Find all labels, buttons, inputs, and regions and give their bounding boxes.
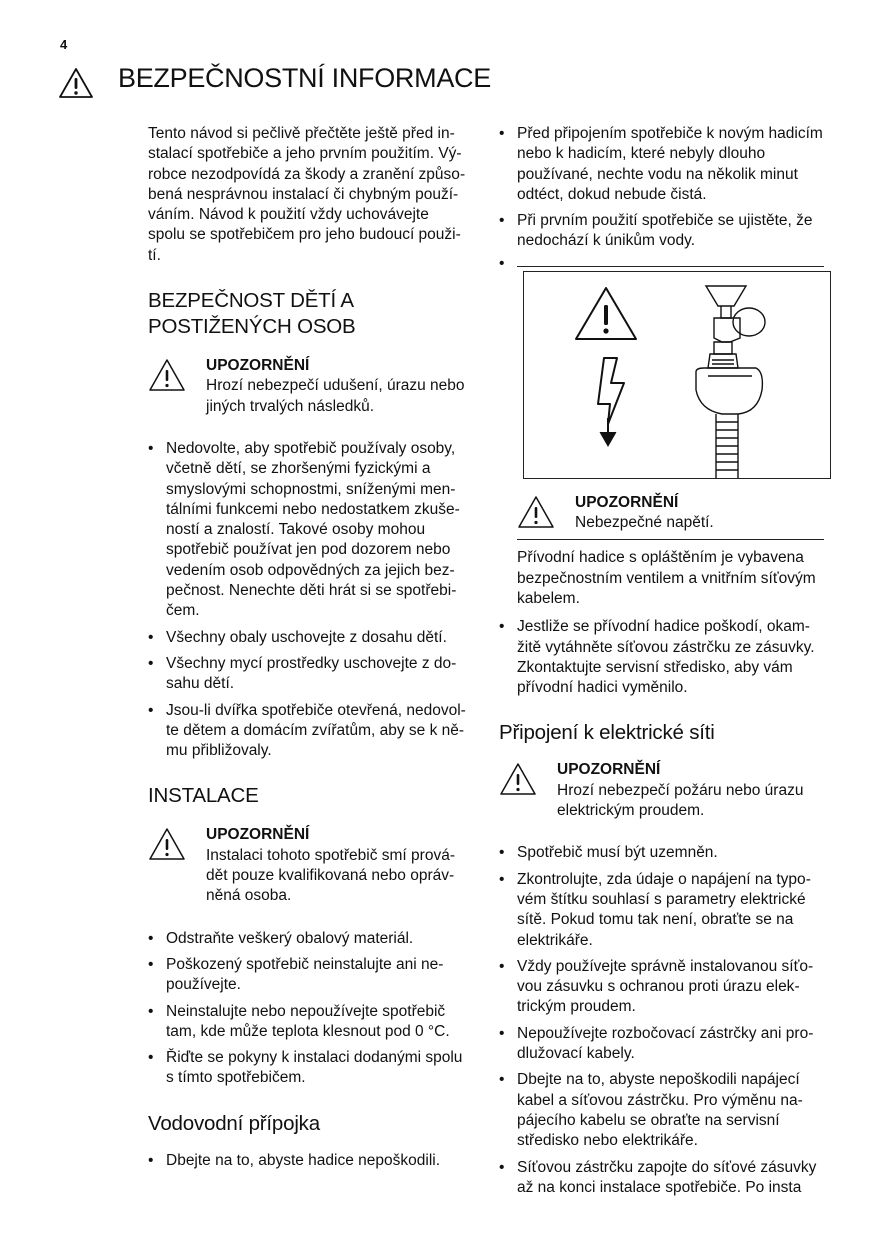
- section-heading-install: INSTALACE: [148, 784, 259, 808]
- section-heading-children: BEZPEČNOST DĚTÍ A POSTIŽENÝCH OSOB: [148, 289, 356, 339]
- list-item: • Odstraňte veškerý obalový materiál.: [148, 929, 468, 949]
- water-list-right: [499, 124, 824, 252]
- hose-paragraph: Přívodní hadice s opláštěním je vybavena bezpečnostním ventilem a vnitřním síťovým kabelem.: [517, 549, 816, 607]
- list-item: • Před připojením spotřebiče k novým hadicím nebo k hadicím, které nebyly dlouho používané, nechte vodu na několik minut odtéct, dokud nebude čistá.: [499, 124, 824, 205]
- warning-title: UPOZORNĚNÍ: [557, 761, 661, 779]
- warning-triangle-icon: [576, 288, 636, 339]
- list-item: • Jestliže se přívodní hadice poškodí, okamžitě vytáhněte síťovou zástrčku ze zásuvky. Zkontaktujte servisní středisko, aby vám přívodní hadici vyměnilo.: [499, 617, 824, 698]
- warning-block-electric: [499, 760, 824, 821]
- electric-shock-icon: [598, 358, 624, 446]
- list-item: • Dbejte na to, abyste hadice nepoškodili.: [148, 1151, 468, 1171]
- list-item: • Nepoužívejte rozbočovací zástrčky ani prodlužovací kabely.: [499, 1024, 824, 1065]
- warning-block-install: [148, 825, 468, 906]
- children-list: [148, 439, 468, 761]
- water-list-after: [499, 617, 824, 698]
- page-number: 4: [60, 37, 68, 52]
- list-item: • Všechny mycí prostředky uschovejte z dosahu dětí.: [148, 654, 468, 695]
- list-item: • Síťovou zástrčku zapojte do síťové zásuvky až na konci instalace spotřebiče. Po insta: [499, 1158, 824, 1199]
- list-item: • Neinstalujte nebo nepoužívejte spotřebič tam, kde může teplota klesnout pod 0 °C.: [148, 1002, 468, 1043]
- warning-triangle-icon: [517, 495, 555, 529]
- warning-block-voltage: [517, 493, 824, 541]
- list-item: • Poškozený spotřebič neinstalujte ani nepoužívejte.: [148, 955, 468, 996]
- warning-text: Nebezpečné napětí.: [575, 514, 714, 532]
- figure-illustration: [524, 272, 830, 478]
- list-item: • Dbejte na to, abyste nepoškodili napájecí kabel a síťovou zástrčku. Pro výměnu napájecího kabelu se obraťte na servisní středisko nebo elektrikáře.: [499, 1070, 824, 1151]
- warning-title: UPOZORNĚNÍ: [575, 493, 679, 511]
- left-column: [148, 124, 468, 1193]
- section-heading-water: Vodovodní přípojka: [148, 1111, 320, 1135]
- water-valve-hose-icon: [696, 286, 765, 478]
- list-item: • Vždy používejte správně instalovanou síťovou zásuvku s ochranou proti úrazu elektrickým proudem.: [499, 957, 824, 1018]
- page-title: BEZPEČNOSTNÍ INFORMACE: [118, 63, 491, 93]
- hose-safety-figure: [523, 271, 831, 479]
- warning-title: UPOZORNĚNÍ: [206, 826, 310, 844]
- warning-triangle-icon: [58, 67, 94, 99]
- electric-list: [499, 843, 824, 1198]
- install-list: [148, 929, 468, 1089]
- warning-triangle-icon: [148, 358, 186, 392]
- list-item: • Řiďte se pokyny k instalaci dodanými spolu s tímto spotřebičem.: [148, 1048, 468, 1089]
- warning-text: Hrozí nebezpečí udušení, úrazu nebo jiných trvalých následků.: [206, 377, 465, 415]
- list-item: • Jsou-li dvířka spotřebiče otevřená, nedovolte dětem a domácím zvířatům, aby se k němu přibližovaly.: [148, 701, 468, 762]
- right-column: [499, 124, 824, 1220]
- list-item: • Spotřebič musí být uzemněn.: [499, 843, 824, 863]
- warning-text: Hrozí nebezpečí požáru nebo úrazu elektrickým proudem.: [557, 781, 804, 820]
- warning-triangle-icon: [499, 762, 537, 796]
- list-item: • Při prvním použití spotřebiče se ujistěte, že nedochází k únikům vody.: [499, 211, 824, 252]
- section-heading-electric: Připojení k elektrické síti: [499, 721, 715, 745]
- warning-block-children: [148, 356, 468, 417]
- warning-text: Instalaci tohoto spotřebič smí provádět pouze kvalifikovaná nebo oprávněná osoba.: [206, 846, 455, 905]
- warning-triangle-icon: [148, 827, 186, 861]
- intro-paragraph: Tento návod si pečlivě přečtěte ještě před instalací spotřebiče a jeho prvním použitím. Výrobce nezodpovídá za škody a zranění způsobená nesprávnou instalací či chybným používáním. Návod k použití vždy uchovávejte spolu se spotřebičem pro jeho budoucí použití.: [148, 125, 466, 264]
- list-item: • Zkontrolujte, zda údaje o napájení na typovém štítku souhlasí s parametry elektrické sítě. Pokud tomu tak není, obraťte se na elektrikáře.: [499, 870, 824, 951]
- water-list-left: [148, 1151, 468, 1171]
- list-item: • Všechny obaly uschovejte z dosahu dětí.: [148, 628, 468, 648]
- list-item: • Nedovolte, aby spotřebič používaly osoby, včetně dětí, se zhoršenými fyzickými a smyslovými schopnostmi, sníženými mentálními funkcemi nebo nedostatkem zkušeností a znalostí. Takové osoby mohou spotřebič používat jen pod dozorem nebo vedením osob odpovědných za jejich bezpečnost. Nenechte děti hrát si se spotřebičem.: [148, 439, 468, 622]
- warning-title: UPOZORNĚNÍ: [206, 357, 310, 375]
